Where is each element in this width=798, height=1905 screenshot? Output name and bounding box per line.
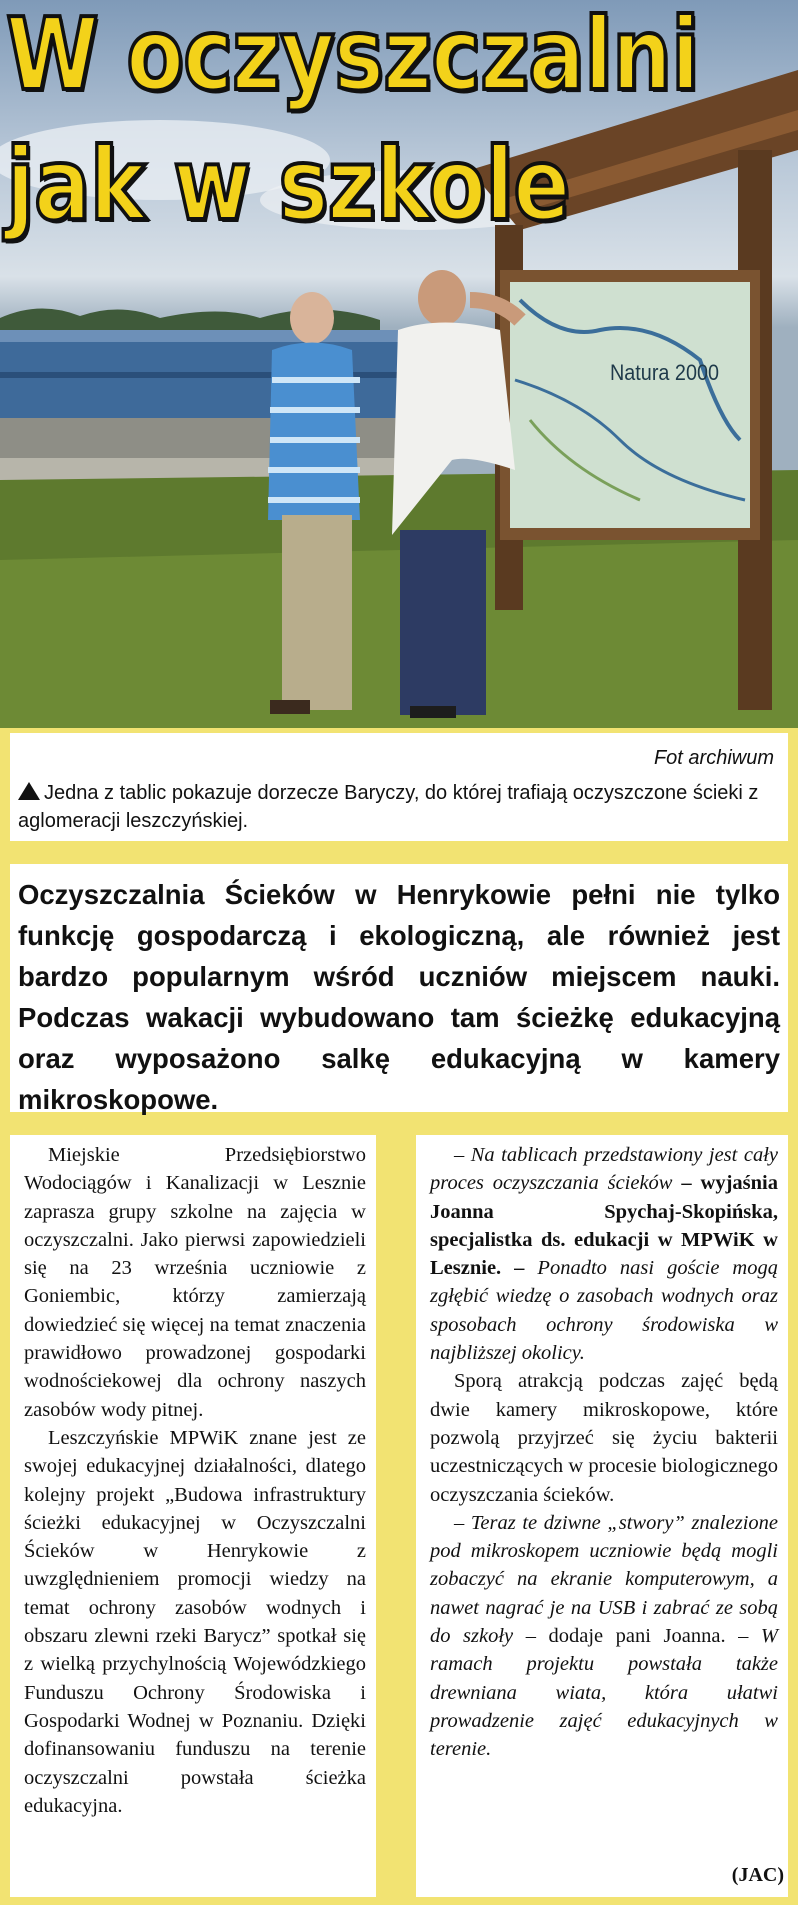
quote-1-attribution: – wyjaśnia Joanna Spychaj-Skopińska, specjalistka ds. edukacji w MPWiK w Lesznie. – bbox=[430, 1172, 778, 1280]
photo-caption bbox=[18, 779, 778, 835]
quote-2-attribution: – dodaje pani Joanna. – bbox=[513, 1625, 749, 1648]
triangle-marker-icon bbox=[18, 782, 40, 800]
body-paragraph-2: Leszczyńskie MPWiK znane jest ze swojej edukacyjnej działalności, dlatego kolejny projekt „Budowa infrastruktury ścieżki edukacyjnej w Oczyszczalni Ścieków w Henrykowie z uwzględnieniem promocji wiedzy na temat ochrony zasobów wodnych i obszaru zlewni rzeki Barycz” spotkał się z wielką przychylnością Wojewódzkiego Funduszu Ochrony Środowiska i Gospodarki Wodnej w Poznaniu. Dzięki dofinansowaniu funduszu na terenie oczyszczalni powstała ścieżka edukacyjna. bbox=[24, 1426, 366, 1817]
lead-box bbox=[10, 864, 788, 1115]
body-paragraph-1: Miejskie Przedsiębiorstwo Wodociągów i Kanalizacji w Lesznie zaprasza grupy szkolne na zajęcia w oczyszczalni. Jako pierwsi zapowiedzieli się na 23 września uczniowie z Goniembic, którzy zamierzają dowiedzieć się więcej na temat znaczenia prawidłowo prowadzonej gospodarki wodnościekowej dla ochrony naszych zasobów wody pitnej. bbox=[24, 1144, 366, 1421]
headline bbox=[6, 0, 699, 250]
article-column-left bbox=[10, 1135, 376, 1897]
photo-caption-box bbox=[10, 733, 788, 841]
article-column-right bbox=[416, 1135, 788, 1897]
photo-credit: Fot archiwum bbox=[653, 747, 774, 769]
quote-2-part-1: – Teraz te dziwne „stwory” znalezione pod mikroskopem uczniowie będą mogli zobaczyć na ekranie komputerowym, a nawet nagrać je na USB i zabrać ze sobą do szkoły bbox=[430, 1511, 778, 1648]
quote-1-part-1: – Na tablicach przedstawiony jest cały proces oczyszczania ścieków bbox=[430, 1144, 778, 1195]
body-paragraph-3: Sporą atrakcją podczas zajęć będą dwie kamery mikroskopowe, które pozwolą przyjrzeć się życiu bakterii uczestniczących w procesie biologicznego oczyszczania ścieków. bbox=[430, 1370, 778, 1506]
quote-1-part-2: Ponadto nasi goście mogą zgłębić wiedzę o zasobach wodnych oraz sposobach ochrony środowiska w najbliższej okolicy. bbox=[430, 1257, 778, 1365]
quote-paragraph-1 bbox=[430, 1141, 778, 1367]
caption-text: Jedna z tablic pokazuje dorzecze Baryczy, do której trafiają oczyszczone ścieki z aglomeracji leszczyńskiej. bbox=[18, 782, 759, 832]
headline-line-1: W oczyszczalni bbox=[6, 0, 699, 113]
author-signature: (JAC) bbox=[731, 1864, 784, 1886]
article-photo bbox=[0, 0, 798, 728]
headline-line-2: jak w szkole bbox=[6, 126, 570, 243]
lead-paragraph: Oczyszczalnia Ścieków w Henrykowie pełni nie tylko funkcję gospodarczą i ekologiczną, ale również jest bardzo popularnym wśród uczniów miejscem nauki. Podczas wakacji wybudowano tam ścieżkę edukacyjną oraz wyposażono salkę edukacyjną w kamery mikroskopowe. bbox=[18, 879, 780, 1115]
quote-2-part-2: W ramach projektu powstała także drewniana wiata, która ułatwi prowadzenie zajęć edukacyjnych w terenie. bbox=[430, 1625, 778, 1761]
quote-paragraph-2 bbox=[430, 1509, 778, 1764]
sign-natura-label: Natura 2000 bbox=[610, 360, 719, 385]
